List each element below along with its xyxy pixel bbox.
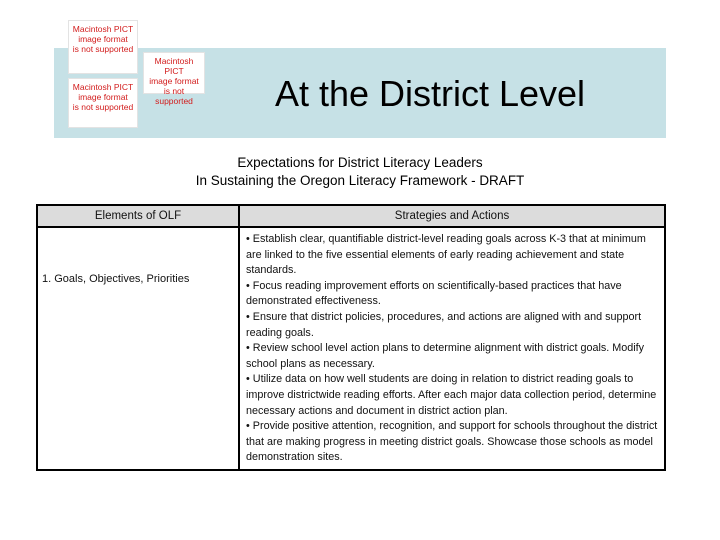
unsupported-image-placeholder: Macintosh PICT image format is not supported — [68, 78, 138, 128]
unsupported-image-placeholder: Macintosh PICT image format is not supported — [68, 20, 138, 74]
strategy-item: • Ensure that district policies, procedures, and actions are aligned with and support reading goals. — [246, 310, 642, 339]
subtitle-line-2: In Sustaining the Oregon Literacy Framework - DRAFT — [195, 173, 525, 188]
slide-title: At the District Level — [274, 73, 586, 114]
strategies-cell — [239, 227, 665, 470]
element-cell: 1. Goals, Objectives, Priorities — [37, 227, 239, 470]
strategy-item: • Provide positive attention, recognition, and support for schools throughout the district that are making progress in meeting district goals. Showcase those schools as model demonstration sites. — [246, 420, 658, 464]
strategy-item: • Establish clear, quantifiable district-level reading goals across K-3 that at minimum are linked to the five essential elements of early reading achievement and state standards. — [246, 233, 646, 277]
table-row — [37, 227, 665, 470]
column-header-strategies: Strategies and Actions — [239, 205, 665, 227]
strategy-item: • Utilize data on how well students are doing in relation to district reading goals to improve districtwide reading efforts. After each major data collection period, determine necessary actions and document in district action plan. — [246, 373, 657, 417]
strategy-item: • Focus reading improvement efforts on scientifically-based practices that have demonstrated effectiveness. — [246, 279, 622, 308]
subtitle-line-1: Expectations for District Literacy Leaders — [237, 155, 483, 170]
table-header-row — [37, 205, 665, 227]
unsupported-image-placeholder: Macintosh PICT image format is not supported — [143, 52, 205, 94]
olf-strategies-table — [36, 204, 666, 471]
slide-subtitle — [0, 154, 720, 190]
strategy-item: • Review school level action plans to determine alignment with district goals. Modify school plans as necessary. — [246, 342, 645, 370]
column-header-elements: Elements of OLF — [37, 205, 239, 227]
